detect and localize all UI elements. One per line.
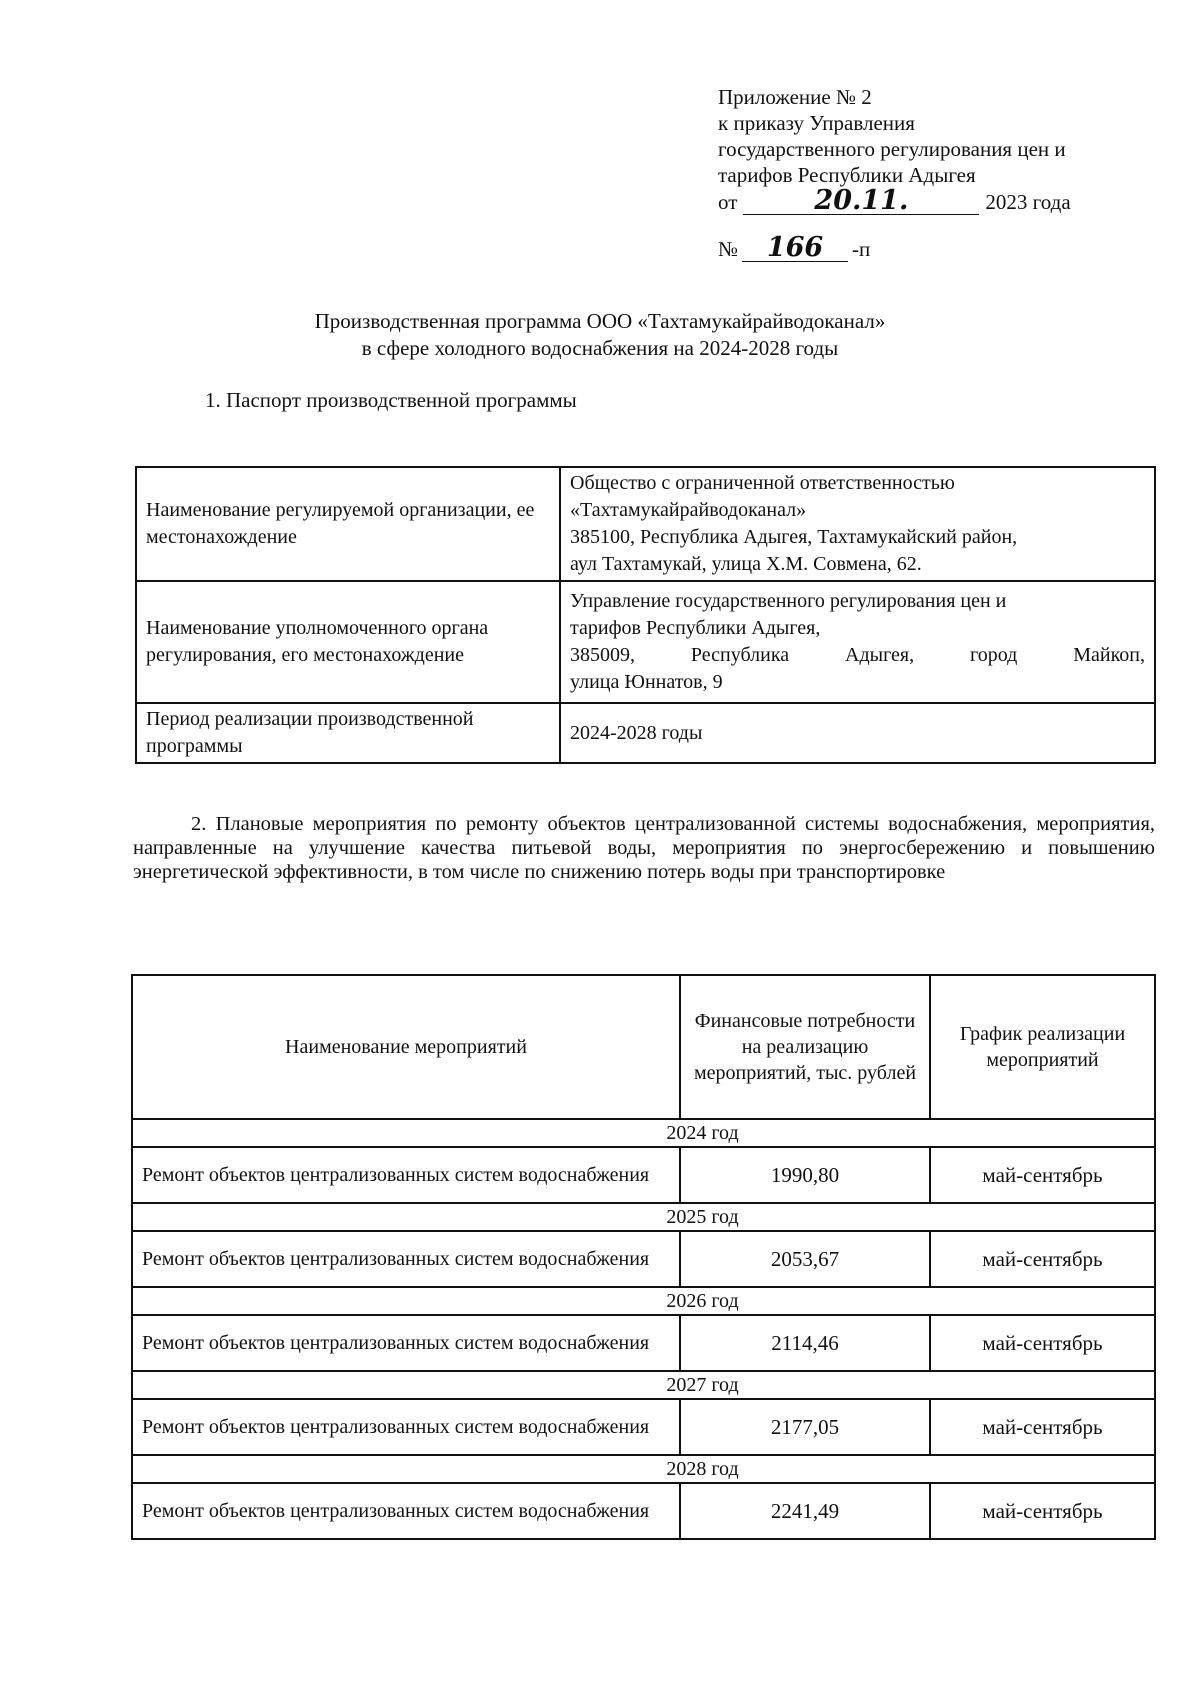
passport-value: [560, 467, 1155, 581]
year-row: [132, 1119, 1155, 1147]
header-finance: Финансовые потребности на реализацию мероприятий, тыс. рублей: [680, 975, 930, 1119]
measure-name: Ремонт объектов централизованных систем водоснабжения: [132, 1147, 680, 1203]
table-row: [132, 1483, 1155, 1539]
value-line: улица Юннатов, 9: [570, 671, 723, 693]
value-line: Общество с ограниченной ответственностью: [570, 472, 955, 494]
table-row: [132, 1315, 1155, 1371]
measure-period: май-сентябрь: [930, 1315, 1155, 1371]
year-row: [132, 1203, 1155, 1231]
passport-label: Наименование уполномоченного органа регулирования, его местонахождение: [136, 581, 560, 703]
measure-name: Ремонт объектов централизованных систем водоснабжения: [132, 1231, 680, 1287]
table-row: [136, 581, 1155, 703]
measures-table: [131, 974, 1156, 1540]
year-label: 2024 год: [132, 1119, 1155, 1147]
measure-name: Ремонт объектов централизованных систем водоснабжения: [132, 1315, 680, 1371]
table-row: [132, 1399, 1155, 1455]
year-label: 2027 год: [132, 1371, 1155, 1399]
document-title: [0, 308, 1200, 362]
header-schedule: График реализации мероприятий: [930, 975, 1155, 1119]
appendix-date-line: [718, 185, 1158, 216]
value-line: 385009, Республика Адыгея, город Майкоп,: [570, 644, 1145, 666]
measure-amount: 1990,80: [680, 1147, 930, 1203]
date-suffix: 2023 года: [985, 190, 1071, 214]
appendix-block: [718, 84, 1158, 262]
number-suffix: -п: [852, 237, 871, 261]
value-line: 2024-2028 годы: [570, 721, 703, 744]
measure-period: май-сентябрь: [930, 1399, 1155, 1455]
year-label: 2028 год: [132, 1455, 1155, 1483]
value-line: 385100, Республика Адыгея, Тахтамукайский район,: [570, 526, 1018, 548]
passport-value: [560, 581, 1155, 703]
appendix-line: Приложение № 2: [718, 85, 872, 109]
value-line: «Тахтамукайрайводоканал»: [570, 499, 807, 521]
value-line: тарифов Республики Адыгея,: [570, 617, 821, 639]
year-label: 2026 год: [132, 1287, 1155, 1315]
measure-amount: 2177,05: [680, 1399, 930, 1455]
section2-paragraph: 2. Плановые мероприятия по ремонту объектов централизованной системы водоснабжения, мероприятия, направленные на улучшение качества питьевой воды, мероприятия по энергосбережению и повышению энергетической эффективности, в том числе по снижению потерь воды при транспортировке: [133, 813, 1155, 883]
table-header-row: [132, 975, 1155, 1119]
value-line: Управление государственного регулирования цен и: [570, 590, 1007, 612]
header-name: Наименование мероприятий: [132, 975, 680, 1119]
table-row: [136, 467, 1155, 581]
table-row: [136, 703, 1155, 763]
table-row: [132, 1231, 1155, 1287]
measure-name: Ремонт объектов централизованных систем водоснабжения: [132, 1399, 680, 1455]
appendix-line: тарифов Республики Адыгея: [718, 163, 976, 187]
year-label: 2025 год: [132, 1203, 1155, 1231]
handwritten-date: 20.11.: [743, 188, 979, 215]
measure-amount: 2114,46: [680, 1315, 930, 1371]
measure-amount: 2241,49: [680, 1483, 930, 1539]
date-prefix: от: [718, 190, 738, 214]
measure-period: май-сентябрь: [930, 1231, 1155, 1287]
table-row: [132, 1147, 1155, 1203]
title-line: Производственная программа ООО «Тахтамукайрайводоканал»: [314, 309, 886, 333]
measure-period: май-сентябрь: [930, 1147, 1155, 1203]
handwritten-number: 166: [742, 235, 848, 262]
passport-value: [560, 703, 1155, 763]
title-line: в сфере холодного водоснабжения на 2024-2028 годы: [361, 336, 839, 360]
section1-heading: 1. Паспорт производственной программы: [205, 388, 577, 412]
number-prefix: №: [718, 237, 739, 261]
appendix-number-line: [718, 232, 1158, 263]
value-line: аул Тахтамукай, улица Х.М. Совмена, 62.: [570, 553, 922, 575]
year-row: [132, 1287, 1155, 1315]
measure-amount: 2053,67: [680, 1231, 930, 1287]
appendix-line: государственного регулирования цен и: [718, 137, 1066, 161]
year-row: [132, 1455, 1155, 1483]
measure-period: май-сентябрь: [930, 1483, 1155, 1539]
year-row: [132, 1371, 1155, 1399]
appendix-line: к приказу Управления: [718, 111, 915, 135]
passport-label: Период реализации производственной программы: [136, 703, 560, 763]
passport-label: Наименование регулируемой организации, ее местонахождение: [136, 467, 560, 581]
measure-name: Ремонт объектов централизованных систем водоснабжения: [132, 1483, 680, 1539]
passport-table: [135, 466, 1156, 764]
